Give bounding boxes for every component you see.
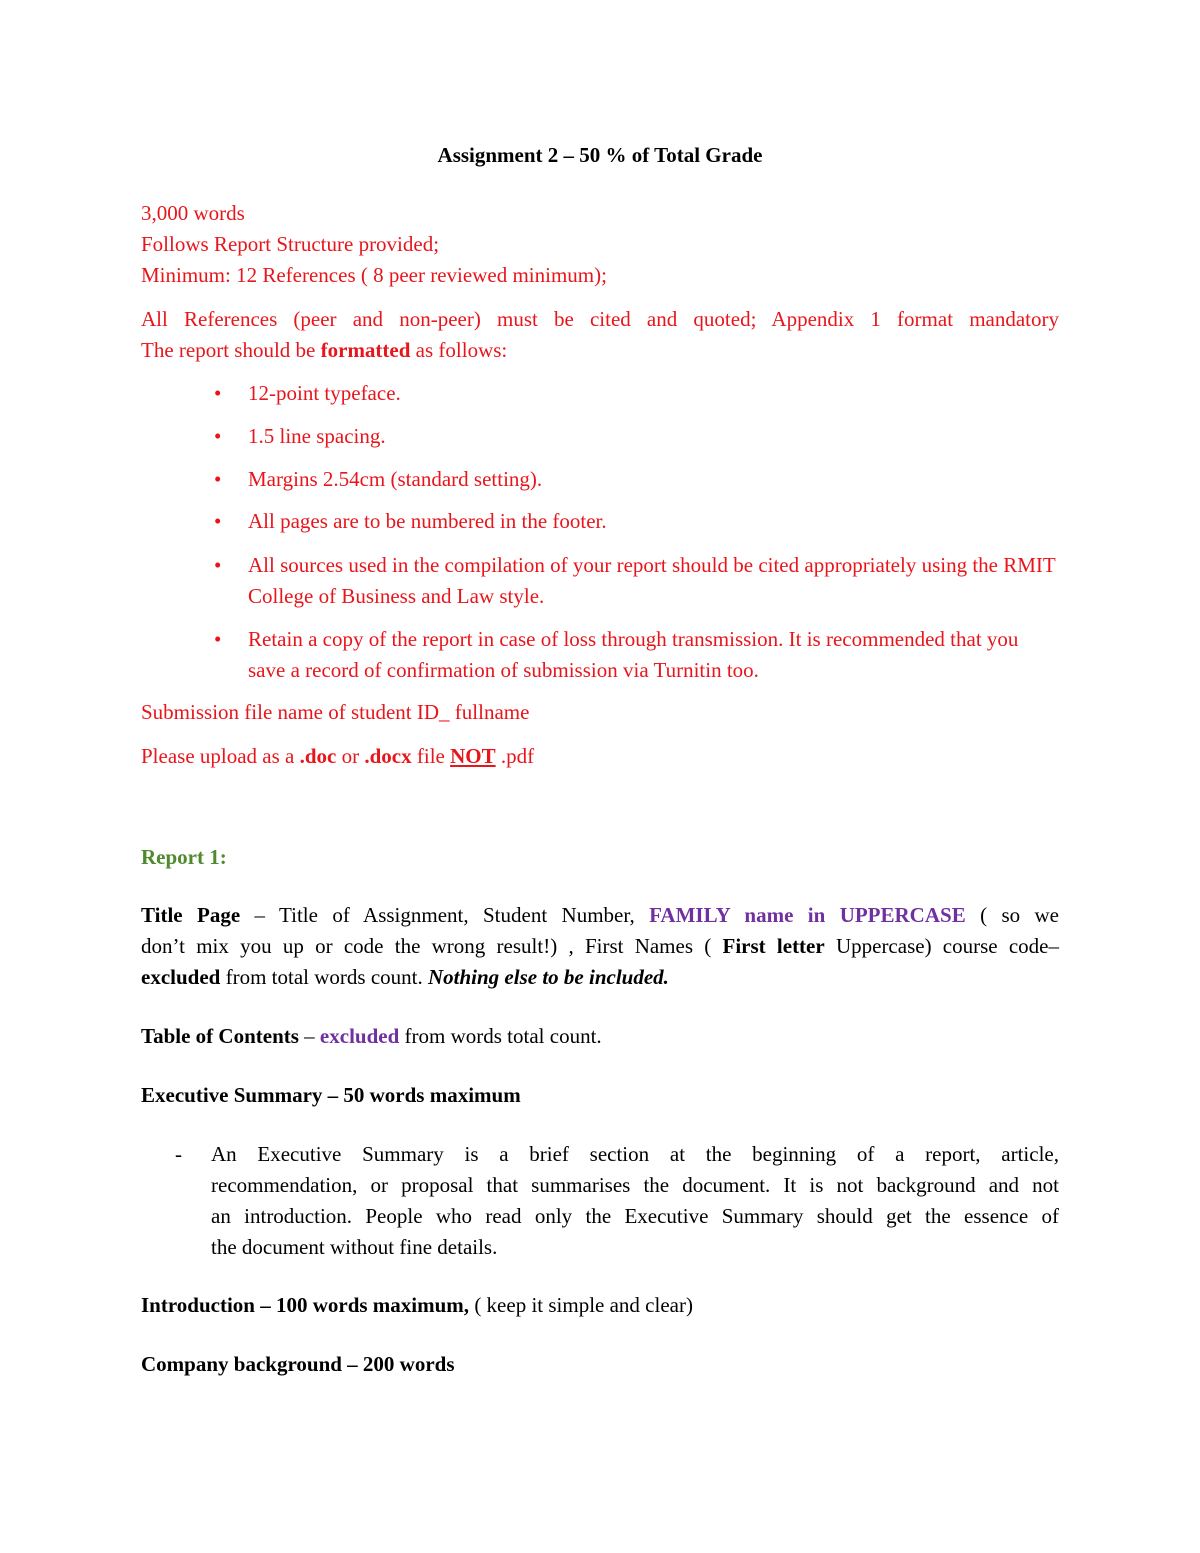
title-page-justified-2 — [141, 931, 1059, 962]
bullet-text: Retain a copy of the report in case of loss through transmission. It is recommended that you save a record of confirmation of submission via Turnitin too. — [248, 627, 1019, 682]
toc-excluded: excluded — [319, 1024, 400, 1048]
toc-label: Table of Contents — [141, 1024, 299, 1048]
submission-file-name: Submission file name of student ID_ fullname — [141, 700, 530, 724]
report-heading: Report 1: — [141, 845, 227, 869]
title-page-nothing: Nothing else to be included. — [427, 965, 669, 989]
upload-instructions — [141, 741, 1059, 772]
toc-rest: from words total count. — [399, 1024, 602, 1048]
introduction-rest: ( keep it simple and clear) — [469, 1293, 693, 1317]
bullet-text: Margins 2.54cm (standard setting). — [248, 467, 543, 491]
exec-line: an introduction. People who read only the Executive Summary should get the essence of — [211, 1204, 1059, 1228]
exec-line: An Executive Summary is a brief section at the beginning of a report, article, — [211, 1142, 1059, 1166]
title-page-label: Title Page — [141, 903, 241, 927]
upload-doc: .doc — [299, 744, 337, 768]
title-page-line-2 — [141, 931, 1059, 962]
bullet-dot: • — [214, 553, 222, 577]
title-page-line3-mid: from total words count. — [220, 965, 428, 989]
upload-pre: Please upload as a — [141, 744, 300, 768]
title-page-line2-pre: don’t mix you up or code the wrong result!) , First Names ( — [141, 934, 723, 958]
title-page-excluded: excluded — [141, 965, 221, 989]
upload-pdf: .pdf — [495, 744, 535, 768]
formatting-pre: The report should be — [141, 338, 321, 362]
document-title: Assignment 2 – 50 % of Total Grade — [437, 143, 763, 167]
bullet-dot: • — [214, 424, 222, 448]
requirement-words: 3,000 words — [141, 201, 245, 225]
bullet-text: 1.5 line spacing. — [248, 424, 386, 448]
upload-not: NOT — [450, 744, 496, 768]
title-page-family: FAMILY name in UPPERCASE — [649, 903, 966, 927]
title-page-text-2: ( so we — [965, 903, 1059, 927]
title-page-justified — [141, 900, 1059, 931]
requirement-formatting-intro — [141, 335, 1059, 366]
upload-file: file — [411, 744, 451, 768]
exec-line: the document without fine details. — [211, 1235, 498, 1259]
bullet-text: All pages are to be numbered in the footer. — [248, 509, 607, 533]
formatting-post: as follows: — [410, 338, 508, 362]
exec-line: recommendation, or proposal that summarises the document. It is not background and not — [211, 1173, 1059, 1197]
upload-or: or — [336, 744, 365, 768]
bullet-text: 12-point typeface. — [248, 381, 401, 405]
bullet-dot: • — [214, 381, 222, 405]
title-page-line2-post: Uppercase) course code– — [824, 934, 1060, 958]
bullet-dot: • — [214, 467, 222, 491]
upload-docx: .docx — [364, 744, 412, 768]
executive-summary-text — [211, 1139, 1059, 1263]
dash-marker: - — [175, 1142, 182, 1166]
references-text: All References (peer and non-peer) must be cited and quoted; Appendix 1 format mandatory — [141, 307, 1059, 331]
introduction-label: Introduction – 100 words maximum, — [141, 1293, 470, 1317]
requirement-references-line — [141, 304, 1059, 335]
bullet-text: All sources used in the compilation of your report should be cited appropriately using the RMIT College of Business and Law style. — [248, 553, 1056, 608]
title-page-text-1: Title of Assignment, Student Number, — [279, 903, 650, 927]
toc-dash: – — [298, 1024, 320, 1048]
title-page-line-3 — [141, 962, 1059, 993]
table-of-contents-line — [141, 1021, 1059, 1052]
requirement-structure: Follows Report Structure provided; — [141, 232, 440, 256]
bullet-dot: • — [214, 509, 222, 533]
requirement-minimum-references: Minimum: 12 References ( 8 peer reviewed minimum); — [141, 263, 607, 287]
introduction-line — [141, 1290, 1059, 1321]
title-page-first-letter: First letter — [722, 934, 825, 958]
title-page-dash: – — [240, 903, 280, 927]
company-background-heading: Company background – 200 words — [141, 1352, 455, 1376]
title-page-line-1 — [141, 900, 1059, 931]
formatting-bold: formatted — [320, 338, 411, 362]
executive-summary-heading: Executive Summary – 50 words maximum — [141, 1083, 521, 1107]
bullet-dot: • — [214, 627, 222, 651]
